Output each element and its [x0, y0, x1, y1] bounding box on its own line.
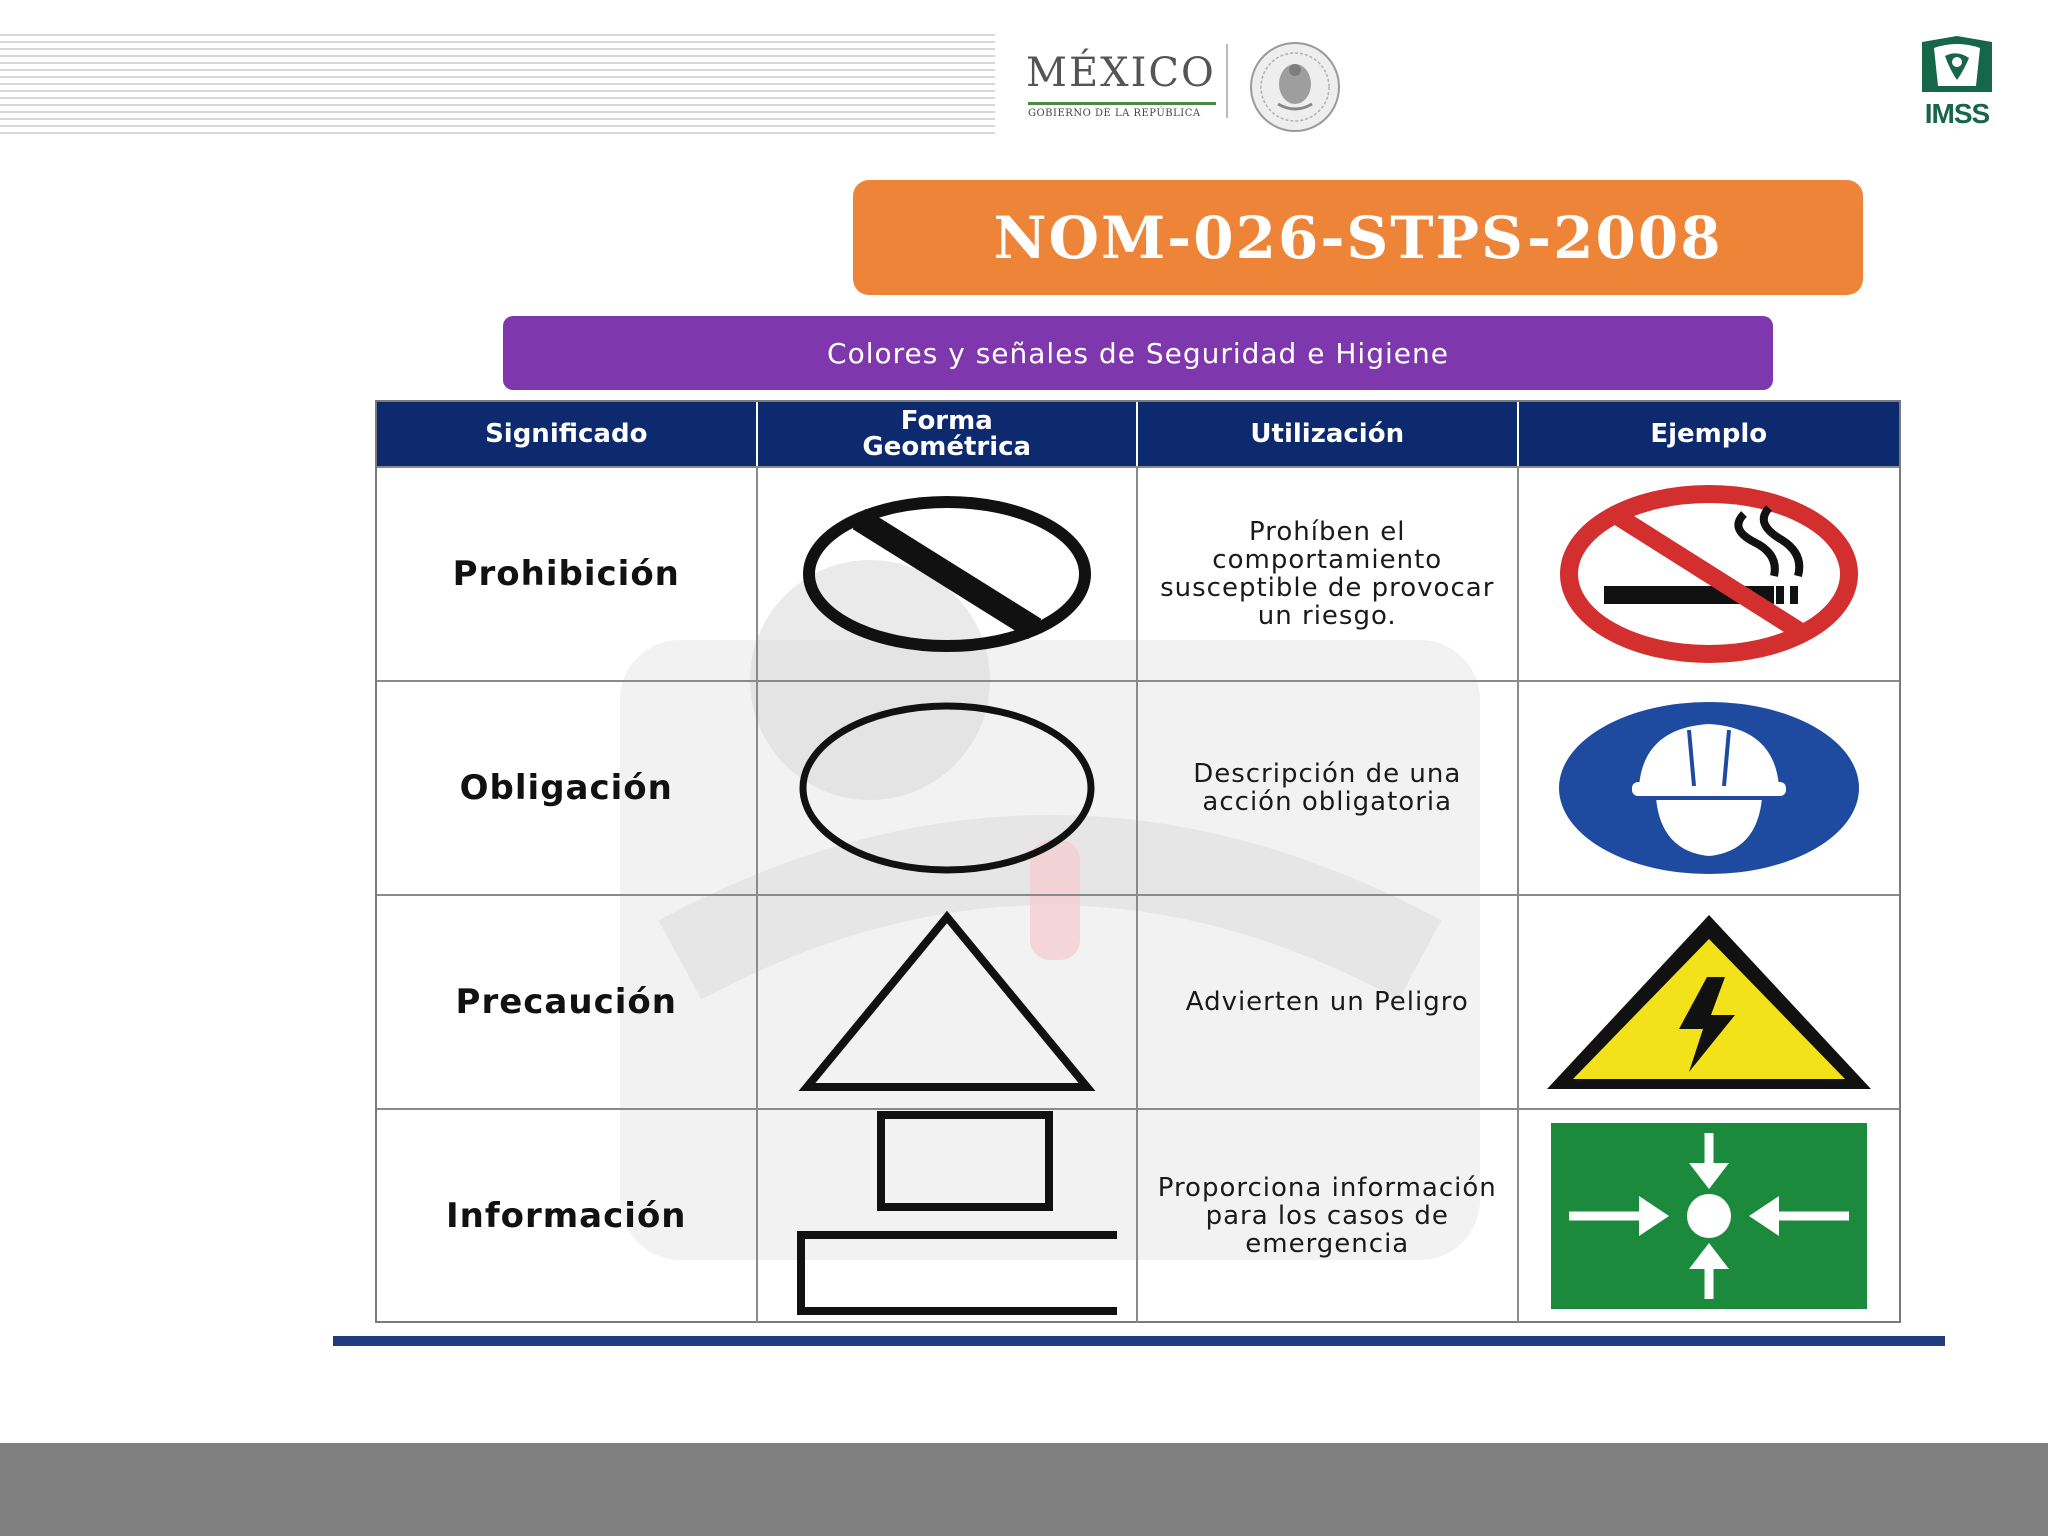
meaning-cell	[377, 896, 758, 1108]
mexico-government-logo	[1022, 40, 1352, 140]
meaning-label: Prohibición	[452, 554, 680, 594]
meaning-label: Precaución	[455, 982, 677, 1022]
shape-cell	[758, 468, 1139, 680]
usage-cell	[1138, 896, 1519, 1108]
nom-title-banner	[853, 180, 1863, 295]
meaning-cell	[377, 1110, 758, 1322]
usage-text: Prohíben el comportamiento susceptible de provocar un riesgo.	[1160, 517, 1495, 631]
footer-bar	[0, 1443, 2048, 1536]
shape-cell	[758, 1110, 1139, 1322]
mexico-wordmark: MÉXICO	[1026, 50, 1216, 96]
imss-emblem-icon	[1912, 34, 2002, 100]
circle-with-diagonal-bar-icon	[797, 489, 1097, 659]
assembly-point-sign-icon	[1551, 1123, 1867, 1309]
bottom-rule	[333, 1336, 1945, 1346]
mexico-subtitle: GOBIERNO DE LA REPÚBLICA	[1028, 108, 1201, 119]
logo-separator	[1226, 44, 1228, 118]
meaning-cell	[377, 468, 758, 680]
header-ejemplo: Ejemplo	[1650, 419, 1768, 449]
no-smoking-sign-icon	[1554, 484, 1864, 664]
hard-hat-required-sign-icon	[1554, 698, 1864, 878]
usage-text: Proporciona información para los casos de emergencia	[1157, 1173, 1497, 1259]
table-row	[377, 1108, 1899, 1322]
triangle-outline-icon	[797, 907, 1097, 1097]
table-row	[377, 680, 1899, 894]
imss-wordmark: IMSS	[1924, 98, 1990, 129]
mexico-coat-of-arms-seal-icon	[1248, 40, 1342, 134]
example-cell	[1519, 896, 1900, 1108]
header-stripes	[0, 34, 995, 136]
example-cell	[1519, 682, 1900, 894]
usage-cell	[1138, 468, 1519, 680]
usage-text: Descripción de una acción obligatoria	[1193, 759, 1462, 817]
header-utilizacion: Utilización	[1138, 402, 1519, 466]
circle-outline-icon	[797, 698, 1097, 878]
usage-cell	[1138, 1110, 1519, 1322]
table-row	[377, 894, 1899, 1108]
square-and-rectangle-outline-icon	[777, 1111, 1117, 1321]
nom-title: NOM-026-STPS-2008	[993, 203, 1723, 272]
table-header-row	[377, 402, 1899, 466]
signs-table	[375, 400, 1901, 1323]
high-voltage-warning-sign-icon	[1539, 907, 1879, 1097]
header-significado: Significado	[377, 402, 758, 466]
meaning-cell	[377, 682, 758, 894]
meaning-label: Información	[445, 1196, 687, 1236]
usage-cell	[1138, 682, 1519, 894]
subtitle-banner	[503, 316, 1773, 390]
mexico-underline	[1028, 102, 1216, 105]
imss-logo	[1912, 34, 2002, 138]
header-forma-geometrica: Forma Geométrica	[758, 402, 1139, 466]
example-cell	[1519, 1110, 1900, 1322]
subtitle-text: Colores y señales de Seguridad e Higiene	[827, 336, 1449, 370]
shape-cell	[758, 682, 1139, 894]
table-row	[377, 466, 1899, 680]
usage-text: Advierten un Peligro	[1185, 987, 1469, 1017]
example-cell	[1519, 468, 1900, 680]
shape-cell	[758, 896, 1139, 1108]
meaning-label: Obligación	[459, 768, 673, 808]
